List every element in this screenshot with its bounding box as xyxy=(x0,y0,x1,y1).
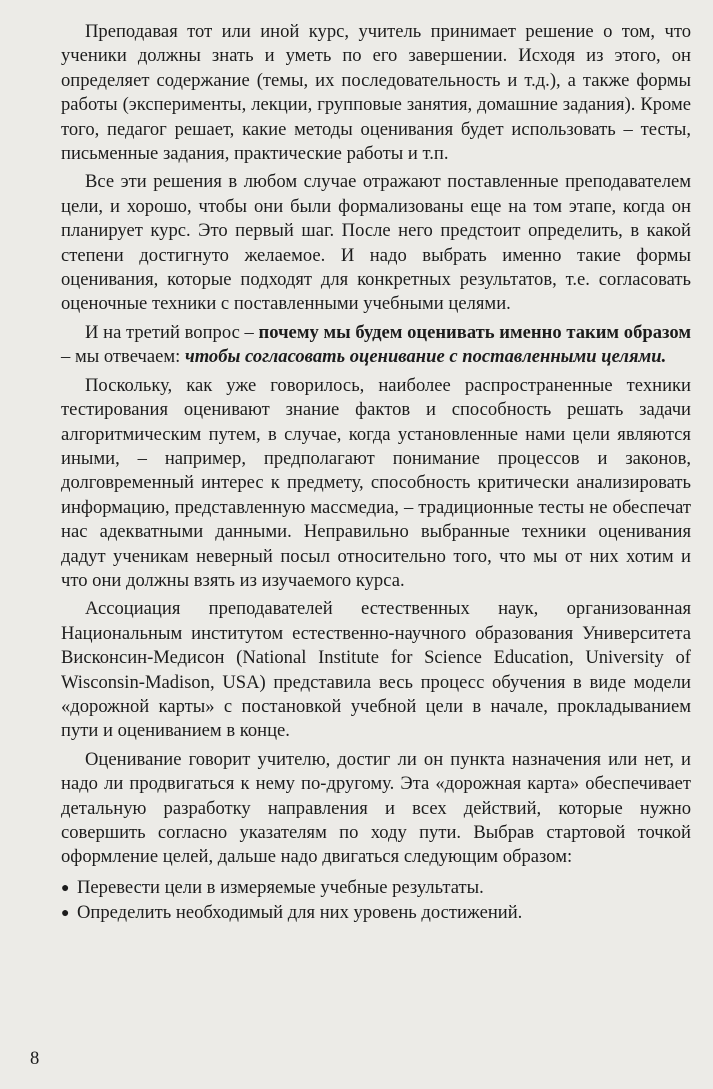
paragraph-goals: Все эти решения в любом случае отражают поставленные преподавателем цели, и хорошо, чтобы они были формализованы еще на том этапе, когда он планирует курс. Это первый шаг. После него предстоит определить, в какой степени достигнуто желаемое. И надо выбрать именно такие формы оценивания, которые подходят для конкретных результатов, т.е. согласовать оценочные техники с поставленными учебными целями. xyxy=(61,171,691,315)
list-item xyxy=(61,901,691,926)
bullet-icon: ● xyxy=(61,906,70,922)
list-item-text: Перевести цели в измеряемые учебные результаты. xyxy=(77,876,484,898)
list-item xyxy=(61,876,691,901)
page-text xyxy=(61,20,691,927)
paragraph-decisions: Преподавая тот или иной курс, учитель принимает решение о том, что ученики должны знать и уметь по его завершении. Исходя из этого, он определяет содержание (темы, их последовательность и т.д.), а также формы работы (эксперименты, лекции, групповые занятия, домашние задания). Кроме того, педагог решает, какие методы оценивания будет использовать – тесты, письменные задания, практические работы и т.п. xyxy=(61,21,691,165)
bullet-icon: ● xyxy=(61,880,70,896)
steps-list xyxy=(61,876,691,927)
third-question-answer: чтобы согласовать оценивание с поставленными целями. xyxy=(184,346,667,368)
paragraph-third-question xyxy=(61,321,691,370)
third-question-middle: – мы отвечаем: xyxy=(61,346,185,368)
list-item-text: Определить необходимый для них уровень достижений. xyxy=(77,902,523,924)
paragraph-road-map: Оценивание говорит учителю, достиг ли он пункта назначения или нет, и надо ли продвигаться к нему по-другому. Эта «дорожная карта» обеспечивает детальную разработку направления и всех действий, которые нужно совершить согласно указателям по ходу пути. Выбрав стартовой точкой оформление целей, дальше надо двигаться следующим образом: xyxy=(61,748,691,868)
page-number: 8 xyxy=(30,1048,40,1069)
paragraph-testing-techniques: Поскольку, как уже говорилось, наиболее распространенные техники тестирования оценивают знание фактов и способность решать задачи алгоритмическим путем, в случае, когда установленные нами цели являются иными, – например, предполагают понимание процессов и законов, долговременный интерес к предмету, способность критически анализировать информацию, представленную массмедиа, – традиционные тесты не обеспечат нас адекватными данными. Неправильно выбранные техники оценивания дадут ученикам неверный посыл относительно того, что мы от них хотим и что они должны взять из изучаемого курса. xyxy=(61,374,691,591)
paragraph-association: Ассоциация преподавателей естественных наук, организованная Национальным институтом естественно-научного образования Университета Висконсин-Медисон (National Institute for Science Education, University of Wisconsin-Madison, USA) представила весь процесс обучения в виде модели «дорожной карты» с постановкой учебной цели в начале, прокладыванием пути и оцениванием в конце. xyxy=(61,598,691,742)
third-question-bold: почему мы будем оценивать именно таким образом xyxy=(258,321,691,343)
third-question-intro: И на третий вопрос – xyxy=(85,321,259,343)
